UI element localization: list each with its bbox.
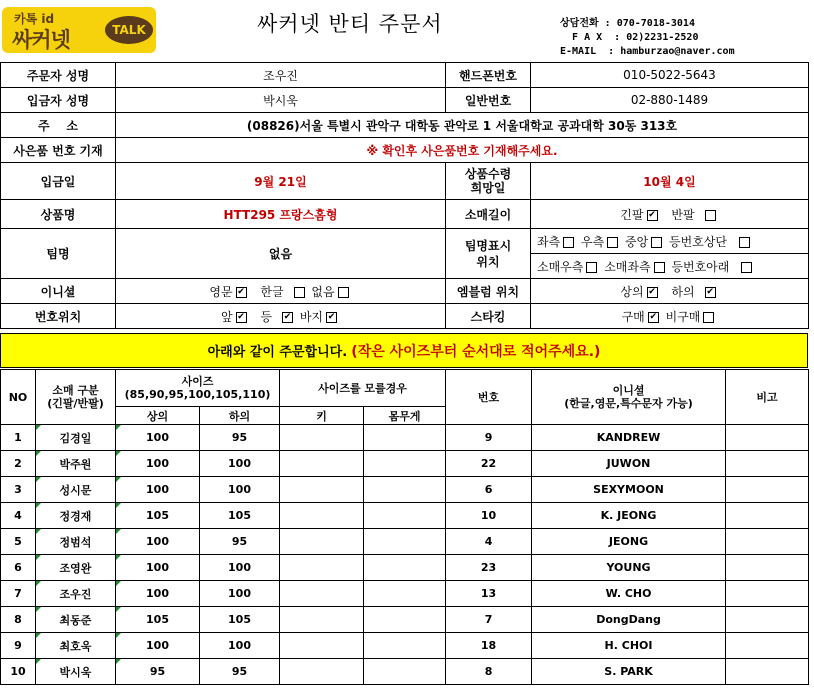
table-row	[1, 659, 809, 685]
team-pos-label: 팀명표시 위치	[446, 229, 531, 279]
row-bottom-size[interactable]: 100	[200, 633, 280, 659]
socks-nobuy-checkbox[interactable]	[703, 312, 714, 323]
row-no: 5	[1, 529, 36, 555]
depositor-label: 입금자 성명	[1, 88, 116, 113]
emblem-top-checkbox[interactable]: ✔	[648, 286, 656, 297]
order-banner	[0, 333, 808, 368]
row-weight[interactable]	[364, 451, 446, 477]
row-bottom-size[interactable]: 95	[200, 659, 280, 685]
col-remark: 비고	[726, 370, 809, 425]
col-number: 번호	[446, 370, 532, 425]
row-name[interactable]: 최동준	[36, 607, 116, 633]
contact-fax: F A X : 02)2231-2520	[560, 32, 699, 43]
address-value[interactable]: (08826)서울 특별시 관악구 대학동 관악로 1 서울대학교 공과대학 30동 313호	[116, 113, 809, 138]
table-row	[1, 503, 809, 529]
row-initial[interactable]: SEXYMOON	[532, 477, 726, 503]
row-weight[interactable]	[364, 425, 446, 451]
row-bottom-size[interactable]: 100	[200, 451, 280, 477]
row-remark[interactable]	[726, 451, 809, 477]
row-remark[interactable]	[726, 633, 809, 659]
team-pos-row1	[531, 229, 809, 254]
row-bottom-size[interactable]: 105	[200, 503, 280, 529]
team-pos-center-checkbox[interactable]	[651, 237, 662, 248]
row-weight[interactable]	[364, 659, 446, 685]
initial-none-checkbox[interactable]	[338, 287, 349, 298]
row-height[interactable]	[280, 555, 364, 581]
row-remark[interactable]	[726, 581, 809, 607]
row-top-size[interactable]: 95	[116, 659, 200, 685]
team-pos-right-checkbox[interactable]	[607, 237, 618, 248]
row-bottom-size[interactable]: 100	[200, 581, 280, 607]
initial-english-label: 영문	[209, 284, 233, 299]
talk-bubble-icon: TALK	[105, 16, 153, 44]
team-pos-above-number-checkbox[interactable]	[739, 237, 750, 248]
row-initial[interactable]: K. JEONG	[532, 503, 726, 529]
row-weight[interactable]	[364, 607, 446, 633]
row-initial[interactable]: KANDREW	[532, 425, 726, 451]
row-name[interactable]: 최호욱	[36, 633, 116, 659]
sample-note[interactable]: ※ 확인후 사은품번호 기재해주세요.	[116, 138, 809, 163]
row-height[interactable]	[280, 503, 364, 529]
depositor-value[interactable]: 박시욱	[116, 88, 446, 113]
delivery-date-value[interactable]: 10월 4일	[531, 163, 809, 200]
row-no: 1	[1, 425, 36, 451]
table-row	[1, 529, 809, 555]
number-pos-options	[116, 304, 446, 329]
row-no: 9	[1, 633, 36, 659]
team-pos-below-number-checkbox[interactable]	[741, 262, 752, 273]
team-pos-below-number-label: 등번호아래	[671, 259, 730, 274]
socks-buy-checkbox[interactable]: ✔	[649, 311, 658, 322]
table-row	[1, 477, 809, 503]
row-remark[interactable]	[726, 477, 809, 503]
row-height[interactable]	[280, 425, 364, 451]
row-no: 4	[1, 503, 36, 529]
table-row	[1, 581, 809, 607]
team-pos-sleeve-left-checkbox[interactable]	[654, 262, 665, 273]
row-top-size[interactable]: 105	[116, 503, 200, 529]
row-number[interactable]: 8	[446, 659, 532, 685]
sleeve-short-label: 반팔	[671, 207, 695, 222]
row-remark[interactable]	[726, 555, 809, 581]
row-name[interactable]: 성시문	[36, 477, 116, 503]
row-name[interactable]: 정경재	[36, 503, 116, 529]
contact-email: E-MAIL : hamburzao@naver.com	[560, 46, 735, 57]
row-number[interactable]: 4	[446, 529, 532, 555]
initial-english-checkbox[interactable]: ✔	[237, 286, 245, 297]
product-label: 상품명	[1, 200, 116, 229]
row-number[interactable]: 23	[446, 555, 532, 581]
number-pos-back-checkbox[interactable]: ✔	[283, 311, 292, 322]
address-label: 주 소	[1, 113, 116, 138]
row-name[interactable]: 박주원	[36, 451, 116, 477]
initial-options	[116, 279, 446, 304]
row-name[interactable]: 김경일	[36, 425, 116, 451]
size-order-table	[0, 369, 809, 685]
delivery-label: 상품수령 희망일	[446, 163, 531, 200]
banner-note: (작은 사이즈부터 순서대로 적어주세요.)	[351, 343, 601, 360]
row-initial[interactable]: JEONG	[532, 529, 726, 555]
row-top-size[interactable]: 100	[116, 581, 200, 607]
row-weight[interactable]	[364, 477, 446, 503]
logo-brand-text: 싸커넷	[12, 28, 70, 52]
row-name[interactable]: 박시욱	[36, 659, 116, 685]
team-label: 팀명	[1, 229, 116, 279]
row-weight[interactable]	[364, 581, 446, 607]
team-pos-center-label: 중앙	[625, 234, 649, 249]
number-pos-pants-checkbox[interactable]: ✔	[327, 311, 336, 322]
row-weight[interactable]	[364, 633, 446, 659]
col-sleeve: 소매 구분 (긴팔/반팔)	[36, 370, 116, 425]
row-initial[interactable]: JUWON	[532, 451, 726, 477]
col-no: NO	[1, 370, 36, 425]
emblem-options	[531, 279, 809, 304]
initial-korean-label: 한글	[260, 284, 284, 299]
row-top-size[interactable]: 100	[116, 477, 200, 503]
contact-phone: 상담전화 : 070-7018-3014	[560, 18, 695, 29]
row-top-size[interactable]: 100	[116, 529, 200, 555]
row-initial[interactable]: DongDang	[532, 607, 726, 633]
initial-korean-checkbox[interactable]	[294, 287, 305, 298]
row-height[interactable]	[280, 477, 364, 503]
row-initial[interactable]: S. PARK	[532, 659, 726, 685]
order-info-table	[0, 62, 809, 329]
row-name[interactable]: 조영완	[36, 555, 116, 581]
row-number[interactable]: 10	[446, 503, 532, 529]
socks-nobuy-label: 비구매	[665, 309, 701, 324]
row-number[interactable]: 13	[446, 581, 532, 607]
sleeve-long-label: 긴팔	[620, 207, 644, 222]
team-pos-above-number-label: 등번호상단	[669, 234, 728, 249]
col-top: 상의	[116, 407, 200, 425]
row-bottom-size[interactable]: 100	[200, 477, 280, 503]
socks-options	[531, 304, 809, 329]
col-bottom: 하의	[200, 407, 280, 425]
phone-label: 일반번호	[446, 88, 531, 113]
row-name[interactable]: 조우진	[36, 581, 116, 607]
row-number[interactable]: 7	[446, 607, 532, 633]
deposit-date-label: 입금일	[1, 163, 116, 200]
contact-info	[560, 17, 735, 59]
socks-label: 스타킹	[446, 304, 531, 329]
emblem-bottom-label: 하의	[671, 284, 695, 299]
sleeve-long-checkbox[interactable]: ✔	[648, 209, 656, 220]
team-pos-left-checkbox[interactable]	[563, 237, 574, 248]
row-remark[interactable]	[726, 607, 809, 633]
table-row	[1, 451, 809, 477]
row-remark[interactable]	[726, 503, 809, 529]
row-weight[interactable]	[364, 555, 446, 581]
row-no: 3	[1, 477, 36, 503]
kakaotalk-logo	[2, 7, 156, 53]
row-no: 6	[1, 555, 36, 581]
team-pos-sleeve-left-label: 소매좌측	[604, 259, 651, 274]
row-initial[interactable]: W. CHO	[532, 581, 726, 607]
row-no: 7	[1, 581, 36, 607]
row-no: 8	[1, 607, 36, 633]
row-remark[interactable]	[726, 529, 809, 555]
row-weight[interactable]	[364, 503, 446, 529]
emblem-bottom-checkbox[interactable]: ✔	[706, 286, 714, 297]
row-height[interactable]	[280, 451, 364, 477]
col-weight: 몸무게	[364, 407, 446, 425]
mobile-value[interactable]: 010-5022-5643	[531, 63, 809, 88]
banner-main: 아래와 같이 주문합니다.	[207, 344, 348, 360]
team-pos-right-label: 우측	[581, 234, 605, 249]
initial-label: 이니셜	[1, 279, 116, 304]
col-height: 키	[280, 407, 364, 425]
number-pos-back-label: 등	[260, 309, 272, 324]
table-row	[1, 633, 809, 659]
number-pos-pants-label: 바지	[299, 309, 324, 324]
banner-text	[1, 334, 808, 368]
row-bottom-size[interactable]: 95	[200, 425, 280, 451]
row-initial[interactable]: H. CHOI	[532, 633, 726, 659]
document-title: 싸커넷 반티 주문서	[257, 12, 443, 36]
team-value[interactable]: 없음	[116, 229, 446, 279]
deposit-date-value[interactable]: 9월 21일	[116, 163, 446, 200]
emblem-top-label: 상의	[620, 284, 644, 299]
socks-buy-label: 구매	[621, 309, 645, 324]
row-height[interactable]	[280, 607, 364, 633]
table-row	[1, 607, 809, 633]
row-number[interactable]: 9	[446, 425, 532, 451]
row-number[interactable]: 6	[446, 477, 532, 503]
row-top-size[interactable]: 105	[116, 607, 200, 633]
row-weight[interactable]	[364, 529, 446, 555]
team-pos-sleeve-right-label: 소매우측	[537, 259, 584, 274]
team-pos-sleeve-right-checkbox[interactable]	[586, 262, 597, 273]
row-top-size[interactable]: 100	[116, 425, 200, 451]
number-pos-label: 번호위치	[1, 304, 116, 329]
number-pos-front-checkbox[interactable]: ✔	[237, 311, 245, 322]
row-top-size[interactable]: 100	[116, 555, 200, 581]
col-initial: 이니셜 (한글,영문,특수문자 가능)	[532, 370, 726, 425]
initial-none-label: 없음	[311, 284, 335, 299]
row-bottom-size[interactable]: 95	[200, 529, 280, 555]
sample-label: 사은품 번호 기재	[1, 138, 116, 163]
sleeve-label: 소매길이	[446, 200, 531, 229]
orderer-value[interactable]: 조우진	[116, 63, 446, 88]
row-height[interactable]	[280, 659, 364, 685]
emblem-label: 엠블럼 위치	[446, 279, 531, 304]
team-pos-row2	[531, 254, 809, 279]
row-number[interactable]: 22	[446, 451, 532, 477]
logo-id-label: 카톡 id	[14, 12, 55, 26]
row-height[interactable]	[280, 581, 364, 607]
sleeve-options	[531, 200, 809, 229]
row-no: 10	[1, 659, 36, 685]
team-pos-left-label: 좌측	[537, 234, 561, 249]
row-height[interactable]	[280, 529, 364, 555]
row-no: 2	[1, 451, 36, 477]
row-remark[interactable]	[726, 425, 809, 451]
table-row	[1, 555, 809, 581]
col-unknown-size: 사이즈를 모를경우	[280, 370, 446, 407]
row-top-size[interactable]: 100	[116, 451, 200, 477]
row-remark[interactable]	[726, 659, 809, 685]
row-bottom-size[interactable]: 105	[200, 607, 280, 633]
mobile-label: 핸드폰번호	[446, 63, 531, 88]
row-number[interactable]: 18	[446, 633, 532, 659]
product-value[interactable]: HTT295 프랑스홈형	[116, 200, 446, 229]
row-top-size[interactable]: 100	[116, 633, 200, 659]
number-pos-front-label: 앞	[220, 309, 233, 324]
col-size: 사이즈 (85,90,95,100,105,110)	[116, 370, 280, 407]
row-bottom-size[interactable]: 100	[200, 555, 280, 581]
row-name[interactable]: 정범석	[36, 529, 116, 555]
orderer-label: 주문자 성명	[1, 63, 116, 88]
phone-value[interactable]: 02-880-1489	[531, 88, 809, 113]
row-initial[interactable]: YOUNG	[532, 555, 726, 581]
row-height[interactable]	[280, 633, 364, 659]
sleeve-short-checkbox[interactable]	[705, 210, 716, 221]
table-row	[1, 425, 809, 451]
